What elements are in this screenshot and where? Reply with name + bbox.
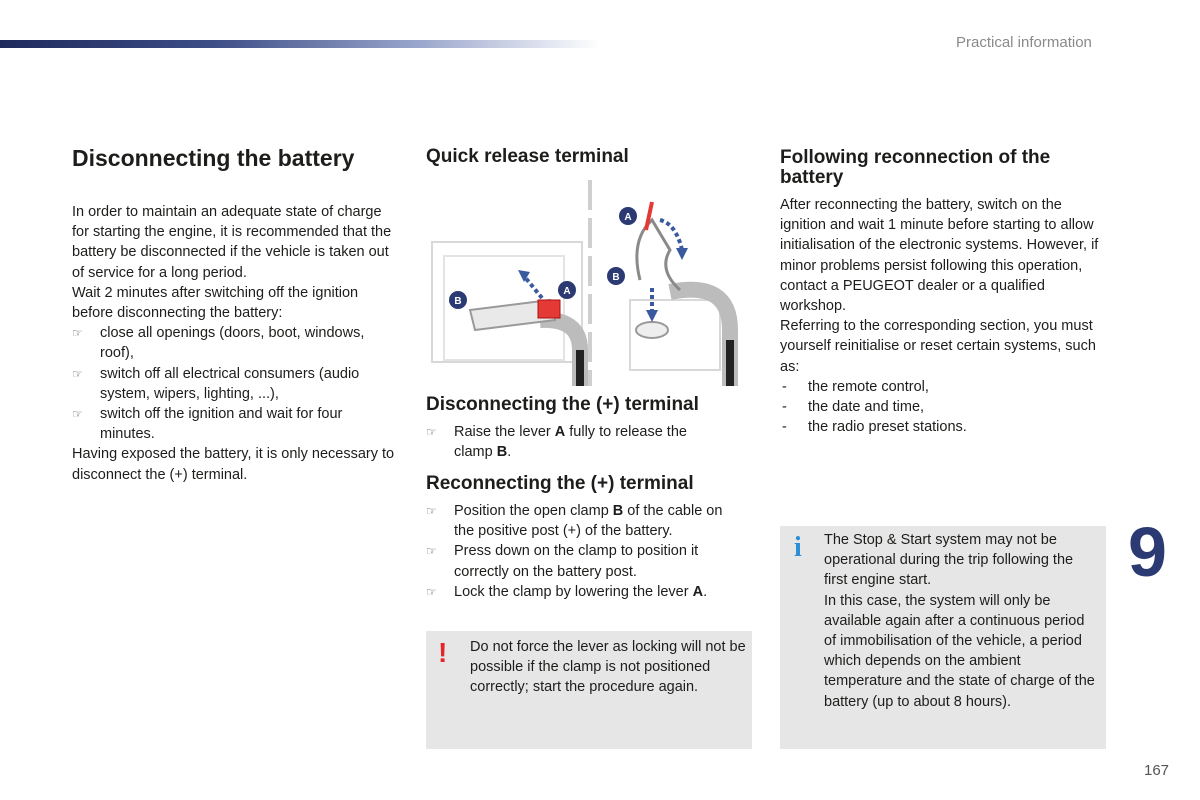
- warning-text: Do not force the lever as locking will not be possible if the clamp is not positioned correctly; start the procedure again.: [470, 639, 746, 696]
- page-title: Disconnecting the battery: [72, 145, 355, 171]
- reconnect-steps: [426, 501, 746, 602]
- list-item: - the date and time,: [782, 399, 925, 416]
- following-reconnection-heading: Following reconnection of the battery: [780, 147, 1051, 188]
- label-b-right: B: [612, 272, 620, 283]
- label-b-left: B: [454, 296, 462, 307]
- intro-paragraph: In order to maintain an adequate state of charge for starting the engine, it is recommended that the battery be disconnected if the vehicle is taken out of service for a long period.: [72, 204, 392, 281]
- chapter-number: 9: [1128, 513, 1167, 591]
- warning-box: [426, 631, 752, 749]
- list-item: ☞ Raise the lever A fully to release the clamp B.: [426, 424, 687, 461]
- bullet-pointer-icon: ☞: [426, 584, 437, 599]
- bullet-pointer-icon: ☞: [72, 326, 83, 341]
- bullet-pointer-icon: ☞: [426, 544, 437, 559]
- right-column-text: [780, 195, 1106, 437]
- wait-paragraph: Wait 2 minutes after switching off the ignition before disconnecting the battery:: [72, 284, 359, 322]
- info-text: The Stop & Start system may not be operational during the trip following the first engine start. In this case, the system will only be available again after a continuous period of immobilisation of the vehicle, a period which depends on the ambient temperature and the state of charge of the battery (up to about 8 hours).: [824, 532, 1095, 710]
- left-column-text: [72, 202, 398, 485]
- list-item: - the remote control,: [782, 378, 929, 395]
- disconnecting-heading: Disconnecting the (+) terminal: [426, 394, 699, 415]
- info-icon: i: [794, 532, 802, 563]
- bullet-pointer-icon: ☞: [72, 366, 83, 381]
- reinitialise-paragraph: Referring to the corresponding section, you must yourself reinitialise or reset certain systems, such as:: [780, 318, 1096, 375]
- warning-icon: !: [438, 637, 448, 668]
- list-item: ☞ switch off the ignition and wait for four minutes.: [72, 406, 343, 443]
- list-item: ☞ Press down on the clamp to position it correctly on the battery post.: [426, 543, 699, 580]
- bullet-pointer-icon: ☞: [426, 425, 437, 439]
- label-a-right: A: [624, 212, 632, 223]
- reconnecting-heading: Reconnecting the (+) terminal: [426, 473, 694, 494]
- info-box: [780, 526, 1106, 749]
- reconnection-paragraph: After reconnecting the battery, switch on the ignition and wait 1 minute before starting to allow initialisation of the electronic systems. However, if minor problems persist following this operation, contact a PEUGEOT dealer or a qualified workshop.: [780, 197, 1099, 315]
- quick-release-heading: Quick release terminal: [426, 146, 629, 167]
- header-accent-bar: [0, 40, 600, 48]
- list-item: ☞ switch off all electrical consumers (audio system, wipers, lighting, ...),: [72, 365, 360, 402]
- page-number: 167: [1144, 762, 1170, 779]
- list-item: - the radio preset stations.: [782, 419, 967, 436]
- bullet-pointer-icon: ☞: [426, 504, 437, 518]
- section-title: Practical information: [956, 34, 1092, 51]
- outro-paragraph: Having exposed the battery, it is only necessary to disconnect the (+) terminal.: [72, 446, 395, 483]
- bullet-pointer-icon: ☞: [72, 407, 83, 422]
- label-a-left: A: [563, 286, 571, 297]
- list-item: ☞ close all openings (doors, boot, windows, roof),: [72, 325, 365, 362]
- battery-terminal-illustration: [430, 180, 740, 386]
- list-item: ☞ Lock the clamp by lowering the lever A.: [426, 582, 746, 602]
- list-item: ☞ Position the open clamp B of the cable on the positive post (+) of the battery.: [426, 503, 723, 540]
